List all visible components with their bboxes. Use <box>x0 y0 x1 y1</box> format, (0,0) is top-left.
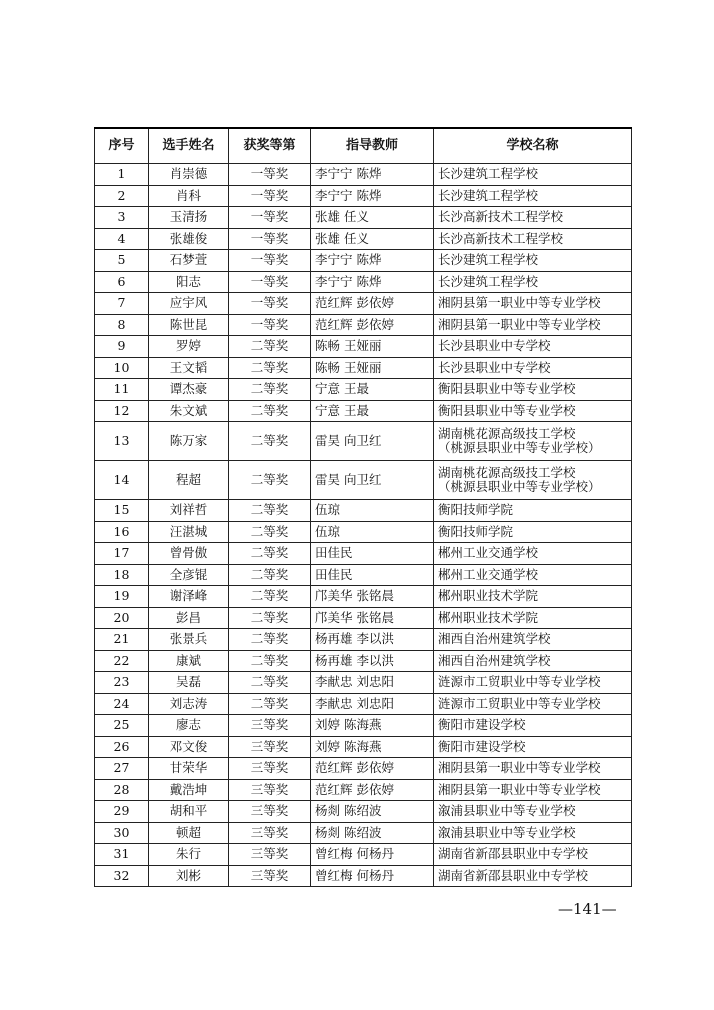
school-name-cell: 长沙高新技术工程学校 <box>434 228 632 250</box>
header-serial-number: 序号 <box>95 128 149 164</box>
school-name-cell: 湘西自治州建筑学校 <box>434 629 632 651</box>
contestant-name-cell: 曾骨傲 <box>149 543 229 565</box>
contestant-name-cell: 玉清扬 <box>149 207 229 229</box>
table-row <box>95 865 632 887</box>
table-row <box>95 736 632 758</box>
serial-number-cell: 23 <box>95 672 149 694</box>
table-row <box>95 758 632 780</box>
serial-number-cell: 17 <box>95 543 149 565</box>
table-row <box>95 461 632 500</box>
award-level-cell: 一等奖 <box>229 271 311 293</box>
award-level-cell: 二等奖 <box>229 336 311 358</box>
header-contestant-name: 选手姓名 <box>149 128 229 164</box>
instructor-cell: 杨剡 陈绍波 <box>311 801 434 823</box>
contestant-name-cell: 石梦萱 <box>149 250 229 272</box>
contestant-name-cell: 刘彬 <box>149 865 229 887</box>
contestant-name-cell: 刘志涛 <box>149 693 229 715</box>
contestant-name-cell: 谭杰豪 <box>149 379 229 401</box>
contestant-name-cell: 谢泽峰 <box>149 586 229 608</box>
award-level-cell: 三等奖 <box>229 801 311 823</box>
award-level-cell: 三等奖 <box>229 822 311 844</box>
school-name-cell: 溆浦县职业中等专业学校 <box>434 822 632 844</box>
school-name-cell: 长沙县职业中专学校 <box>434 357 632 379</box>
school-name-cell: 郴州工业交通学校 <box>434 564 632 586</box>
contestant-name-cell: 邓文俊 <box>149 736 229 758</box>
contestant-name-cell: 刘祥哲 <box>149 500 229 522</box>
school-name-cell: 湘阴县第一职业中等专业学校 <box>434 758 632 780</box>
award-level-cell: 二等奖 <box>229 564 311 586</box>
school-name-cell: 长沙高新技术工程学校 <box>434 207 632 229</box>
contestant-name-cell: 朱行 <box>149 844 229 866</box>
school-name-cell: 郴州工业交通学校 <box>434 543 632 565</box>
instructor-cell: 陈畅 王娅丽 <box>311 357 434 379</box>
award-level-cell: 三等奖 <box>229 715 311 737</box>
award-level-cell: 一等奖 <box>229 185 311 207</box>
award-level-cell: 二等奖 <box>229 629 311 651</box>
instructor-cell: 陈畅 王娅丽 <box>311 336 434 358</box>
instructor-cell: 杨再雄 李以洪 <box>311 650 434 672</box>
table-header <box>95 128 632 164</box>
award-level-cell: 二等奖 <box>229 543 311 565</box>
serial-number-cell: 25 <box>95 715 149 737</box>
instructor-cell: 张雄 任义 <box>311 207 434 229</box>
table-row <box>95 357 632 379</box>
award-level-cell: 三等奖 <box>229 758 311 780</box>
table-row <box>95 293 632 315</box>
instructor-cell: 邝美华 张铭晨 <box>311 607 434 629</box>
contestant-name-cell: 顿超 <box>149 822 229 844</box>
serial-number-cell: 1 <box>95 164 149 186</box>
table-row <box>95 228 632 250</box>
award-level-cell: 二等奖 <box>229 461 311 500</box>
award-level-cell: 二等奖 <box>229 422 311 461</box>
serial-number-cell: 32 <box>95 865 149 887</box>
serial-number-cell: 4 <box>95 228 149 250</box>
school-name-cell: 湖南省新邵县职业中专学校 <box>434 844 632 866</box>
contestant-name-cell: 张雄俊 <box>149 228 229 250</box>
instructor-cell: 李宁宁 陈烨 <box>311 271 434 293</box>
contestant-name-cell: 应宇风 <box>149 293 229 315</box>
school-name-cell: 溆浦县职业中等专业学校 <box>434 801 632 823</box>
award-level-cell: 二等奖 <box>229 379 311 401</box>
award-level-cell: 二等奖 <box>229 357 311 379</box>
award-level-cell: 三等奖 <box>229 736 311 758</box>
serial-number-cell: 30 <box>95 822 149 844</box>
contestant-name-cell: 陈万家 <box>149 422 229 461</box>
header-award-level: 获奖等第 <box>229 128 311 164</box>
award-level-cell: 三等奖 <box>229 844 311 866</box>
instructor-cell: 刘婷 陈海燕 <box>311 715 434 737</box>
instructor-cell: 杨再雄 李以洪 <box>311 629 434 651</box>
header-instructor: 指导教师 <box>311 128 434 164</box>
page-number: —141— <box>558 900 617 918</box>
contestant-name-cell: 罗婷 <box>149 336 229 358</box>
serial-number-cell: 8 <box>95 314 149 336</box>
award-level-cell: 三等奖 <box>229 779 311 801</box>
school-name-cell: 衡阳市建设学校 <box>434 715 632 737</box>
table-row <box>95 607 632 629</box>
table-row <box>95 715 632 737</box>
instructor-cell: 伍琼 <box>311 500 434 522</box>
table-row <box>95 629 632 651</box>
table-row <box>95 500 632 522</box>
serial-number-cell: 5 <box>95 250 149 272</box>
table-row <box>95 586 632 608</box>
school-name-cell: 郴州职业技术学院 <box>434 586 632 608</box>
contestant-name-cell: 程超 <box>149 461 229 500</box>
award-level-cell: 二等奖 <box>229 400 311 422</box>
school-name-cell: 涟源市工贸职业中等专业学校 <box>434 672 632 694</box>
school-name-cell: 长沙建筑工程学校 <box>434 185 632 207</box>
instructor-cell: 范红辉 彭依婷 <box>311 779 434 801</box>
school-name-cell: 长沙建筑工程学校 <box>434 271 632 293</box>
instructor-cell: 杨剡 陈绍波 <box>311 822 434 844</box>
table-row <box>95 822 632 844</box>
school-name-cell: 湘阴县第一职业中等专业学校 <box>434 293 632 315</box>
serial-number-cell: 6 <box>95 271 149 293</box>
contestant-name-cell: 戴浩坤 <box>149 779 229 801</box>
instructor-cell: 雷昊 向卫红 <box>311 461 434 500</box>
serial-number-cell: 2 <box>95 185 149 207</box>
instructor-cell: 伍琼 <box>311 521 434 543</box>
award-level-cell: 二等奖 <box>229 650 311 672</box>
table-row <box>95 400 632 422</box>
table-row <box>95 207 632 229</box>
table-row <box>95 250 632 272</box>
instructor-cell: 宁意 王最 <box>311 400 434 422</box>
table-row <box>95 185 632 207</box>
instructor-cell: 曾红梅 何杨丹 <box>311 865 434 887</box>
school-name-cell: 涟源市工贸职业中等专业学校 <box>434 693 632 715</box>
table-row <box>95 844 632 866</box>
serial-number-cell: 31 <box>95 844 149 866</box>
table-body <box>95 164 632 887</box>
contestant-name-cell: 肖崇德 <box>149 164 229 186</box>
serial-number-cell: 21 <box>95 629 149 651</box>
serial-number-cell: 16 <box>95 521 149 543</box>
instructor-cell: 范红辉 彭依婷 <box>311 293 434 315</box>
school-name-cell: 长沙建筑工程学校 <box>434 164 632 186</box>
table-row <box>95 543 632 565</box>
serial-number-cell: 14 <box>95 461 149 500</box>
contestant-name-cell: 朱文斌 <box>149 400 229 422</box>
award-level-cell: 二等奖 <box>229 693 311 715</box>
serial-number-cell: 10 <box>95 357 149 379</box>
school-name-cell: 湖南省新邵县职业中专学校 <box>434 865 632 887</box>
table-row <box>95 314 632 336</box>
serial-number-cell: 9 <box>95 336 149 358</box>
table-row <box>95 422 632 461</box>
contestant-name-cell: 廖志 <box>149 715 229 737</box>
contestant-name-cell: 康斌 <box>149 650 229 672</box>
instructor-cell: 李献忠 刘忠阳 <box>311 693 434 715</box>
contestant-name-cell: 胡和平 <box>149 801 229 823</box>
school-name-cell: 湖南桃花源高级技工学校 （桃源县职业中等专业学校） <box>434 422 632 461</box>
school-name-cell: 衡阳市建设学校 <box>434 736 632 758</box>
instructor-cell: 张雄 任义 <box>311 228 434 250</box>
contestant-name-cell: 甘荣华 <box>149 758 229 780</box>
award-level-cell: 三等奖 <box>229 865 311 887</box>
instructor-cell: 田佳民 <box>311 564 434 586</box>
school-name-cell: 郴州职业技术学院 <box>434 607 632 629</box>
award-level-cell: 一等奖 <box>229 207 311 229</box>
serial-number-cell: 15 <box>95 500 149 522</box>
award-level-cell: 一等奖 <box>229 228 311 250</box>
contestant-name-cell: 陈世昆 <box>149 314 229 336</box>
serial-number-cell: 13 <box>95 422 149 461</box>
award-level-cell: 一等奖 <box>229 250 311 272</box>
table-row <box>95 650 632 672</box>
serial-number-cell: 28 <box>95 779 149 801</box>
awards-table <box>94 127 632 887</box>
contestant-name-cell: 张景兵 <box>149 629 229 651</box>
contestant-name-cell: 彭昌 <box>149 607 229 629</box>
serial-number-cell: 7 <box>95 293 149 315</box>
contestant-name-cell: 汪湛城 <box>149 521 229 543</box>
table-row <box>95 271 632 293</box>
school-name-cell: 衡阳县职业中等专业学校 <box>434 400 632 422</box>
instructor-cell: 李宁宁 陈烨 <box>311 250 434 272</box>
table-row <box>95 336 632 358</box>
serial-number-cell: 26 <box>95 736 149 758</box>
contestant-name-cell: 阳志 <box>149 271 229 293</box>
table-row <box>95 564 632 586</box>
school-name-cell: 长沙县职业中专学校 <box>434 336 632 358</box>
table-row <box>95 779 632 801</box>
table-row <box>95 164 632 186</box>
school-name-cell: 湘阴县第一职业中等专业学校 <box>434 779 632 801</box>
table-row <box>95 672 632 694</box>
instructor-cell: 范红辉 彭依婷 <box>311 758 434 780</box>
serial-number-cell: 24 <box>95 693 149 715</box>
instructor-cell: 田佳民 <box>311 543 434 565</box>
school-name-cell: 衡阳县职业中等专业学校 <box>434 379 632 401</box>
school-name-cell: 长沙建筑工程学校 <box>434 250 632 272</box>
award-level-cell: 一等奖 <box>229 293 311 315</box>
school-name-cell: 湖南桃花源高级技工学校 （桃源县职业中等专业学校） <box>434 461 632 500</box>
table-row <box>95 693 632 715</box>
table-row <box>95 379 632 401</box>
contestant-name-cell: 全彦锟 <box>149 564 229 586</box>
instructor-cell: 邝美华 张铭晨 <box>311 586 434 608</box>
table-row <box>95 521 632 543</box>
instructor-cell: 雷昊 向卫红 <box>311 422 434 461</box>
instructor-cell: 刘婷 陈海燕 <box>311 736 434 758</box>
award-level-cell: 二等奖 <box>229 607 311 629</box>
instructor-cell: 李宁宁 陈烨 <box>311 164 434 186</box>
serial-number-cell: 11 <box>95 379 149 401</box>
instructor-cell: 宁意 王最 <box>311 379 434 401</box>
instructor-cell: 范红辉 彭依婷 <box>311 314 434 336</box>
header-row <box>95 128 632 164</box>
contestant-name-cell: 王文韬 <box>149 357 229 379</box>
award-level-cell: 二等奖 <box>229 521 311 543</box>
school-name-cell: 湘西自治州建筑学校 <box>434 650 632 672</box>
award-level-cell: 一等奖 <box>229 314 311 336</box>
header-school-name: 学校名称 <box>434 128 632 164</box>
instructor-cell: 李宁宁 陈烨 <box>311 185 434 207</box>
serial-number-cell: 19 <box>95 586 149 608</box>
school-name-cell: 衡阳技师学院 <box>434 500 632 522</box>
award-level-cell: 二等奖 <box>229 500 311 522</box>
serial-number-cell: 18 <box>95 564 149 586</box>
serial-number-cell: 20 <box>95 607 149 629</box>
serial-number-cell: 3 <box>95 207 149 229</box>
award-level-cell: 二等奖 <box>229 586 311 608</box>
award-level-cell: 一等奖 <box>229 164 311 186</box>
contestant-name-cell: 肖科 <box>149 185 229 207</box>
table-row <box>95 801 632 823</box>
school-name-cell: 衡阳技师学院 <box>434 521 632 543</box>
instructor-cell: 曾红梅 何杨丹 <box>311 844 434 866</box>
instructor-cell: 李献忠 刘忠阳 <box>311 672 434 694</box>
serial-number-cell: 29 <box>95 801 149 823</box>
serial-number-cell: 12 <box>95 400 149 422</box>
award-level-cell: 二等奖 <box>229 672 311 694</box>
school-name-cell: 湘阴县第一职业中等专业学校 <box>434 314 632 336</box>
serial-number-cell: 22 <box>95 650 149 672</box>
serial-number-cell: 27 <box>95 758 149 780</box>
contestant-name-cell: 吴磊 <box>149 672 229 694</box>
